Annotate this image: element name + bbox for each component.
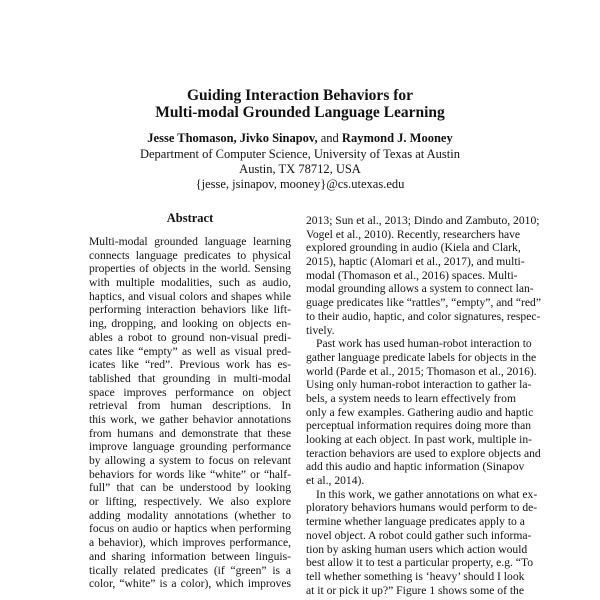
body-line: ploratory behaviors humans would perform to de-	[306, 501, 538, 515]
abstract-line: space improves performance on object	[89, 385, 291, 399]
body-line: to their audio, haptic, and color signatures, respec-	[306, 309, 541, 323]
body-line: termine whether language predicates apply to a	[306, 515, 525, 529]
abstract-line: cates like “empty” as well as visual pred-	[89, 344, 291, 358]
body-line: 2015), haptic (Alomari et al., 2017), and multi-	[306, 255, 525, 269]
body-line: tell whether something is ‘heavy’ should I look	[306, 569, 525, 583]
abstract-line: haptics, and visual colors and shapes while	[89, 289, 291, 303]
abstract-line: a behavior), which improves performance,	[89, 536, 291, 550]
body-line: explored grounding in audio (Kiela and Clark,	[306, 241, 521, 255]
author-department: Department of Computer Science, University of Texas at Austin	[139, 147, 460, 161]
abstract-line: retrieval from human descriptions. In	[89, 399, 291, 413]
body-line: modal grounding allows a system to connect lan-	[306, 282, 534, 296]
body-line: best allow it to test a particular property, e.g. “To	[306, 556, 534, 570]
body-line: looking at each object. In past work, multiple in-	[306, 433, 533, 446]
author-address: Austin, TX 78712, USA	[239, 162, 361, 176]
introduction-body	[306, 214, 541, 597]
body-line: In this work, we gather annotations on what ex-	[316, 487, 538, 501]
abstract-line: behaviors for words like “white” or “half-	[89, 467, 291, 481]
abstract-line: tablished that grounding in multi-modal	[89, 371, 291, 385]
abstract-line: Multi-modal grounded language learning	[89, 235, 291, 248]
body-line: teraction behaviors are used to explore objects and	[306, 446, 541, 460]
body-line: only a few examples. Gathering audio and haptic	[306, 405, 534, 419]
paper-title-line-1: Guiding Interaction Behaviors for	[186, 87, 414, 104]
abstract-heading: Abstract	[166, 211, 214, 225]
body-line: Past work has used human-robot interaction to	[316, 337, 532, 351]
body-line: gather language predicate labels for objects in the	[306, 350, 537, 364]
paper-title-line-2: Multi-modal Grounded Language Learning	[155, 104, 445, 121]
body-line: world (Parde et al., 2015; Thomason et al., 2016).	[306, 364, 537, 378]
body-line: Using only human-robot interaction to gather la-	[306, 378, 532, 392]
abstract-line: tically related predicates (if “green” is a	[89, 563, 291, 577]
abstract-line: or lifting, respectively. We also explore	[89, 495, 291, 509]
abstract-line: with multiple modalities, such as audio,	[89, 276, 291, 290]
author-emails: {jesse, jsinapov, mooney}@cs.utexas.edu	[195, 177, 405, 191]
abstract-line: performing interaction behaviors like lift-	[89, 303, 291, 317]
body-line: tively.	[306, 323, 335, 337]
abstract-line: properties of objects in the world. Sensing	[89, 262, 291, 276]
body-line: Vogel et al., 2010). Recently, researchers have	[306, 227, 521, 241]
abstract-line: and sharing information between linguis-	[89, 549, 291, 563]
abstract-line: ing, dropping, and looking on objects en-	[89, 317, 291, 331]
body-line: guage predicates like “rattles”, “empty”, and “red”	[306, 296, 541, 310]
abstract-line: ables a robot to ground non-visual predi-	[89, 330, 291, 344]
abstract-line: icates like “red”. Previous work has es-	[89, 358, 291, 372]
author-names-first: Jesse Thomason, Jivko Sinapov,	[147, 131, 318, 145]
body-line: novel object. A robot could gather such informa-	[306, 528, 532, 542]
abstract-body	[89, 235, 291, 591]
author-names	[0, 131, 600, 146]
abstract-line: adding modality annotations (whether to	[89, 508, 291, 522]
body-line: bels, a system needs to learn effectively from	[306, 391, 516, 405]
body-line: modal (Thomason et al., 2016) spaces. Multi-	[306, 268, 518, 282]
body-line: add this audio and haptic information (Sinapov	[306, 460, 525, 474]
body-line: perceptual information requires doing more than	[306, 419, 532, 433]
body-line: at it or pick it up?” Figure 1 shows some of the	[306, 583, 524, 597]
body-line: 2013; Sun et al., 2013; Dindo and Zambuto, 2010;	[306, 214, 540, 227]
abstract-line: improve language grounding performance	[89, 440, 291, 454]
author-and: and	[320, 131, 339, 145]
abstract-line: from humans and demonstrate that these	[89, 426, 291, 440]
abstract-line: connects language predicates to physical	[89, 248, 291, 262]
abstract-line: focus on audio or haptics when performing	[89, 522, 291, 536]
body-line: tion by asking human users which action would	[306, 542, 528, 556]
abstract-line: full” that can be understood by looking	[89, 481, 291, 495]
author-names-last: Raymond J. Mooney	[341, 131, 453, 145]
abstract-line: by allowing a system to focus on relevant	[89, 454, 291, 467]
body-line: et al., 2014).	[306, 474, 365, 488]
abstract-line: this work, we gather behavior annotations	[89, 412, 291, 426]
abstract-line: color, “white” is a color), which improves	[89, 577, 291, 591]
